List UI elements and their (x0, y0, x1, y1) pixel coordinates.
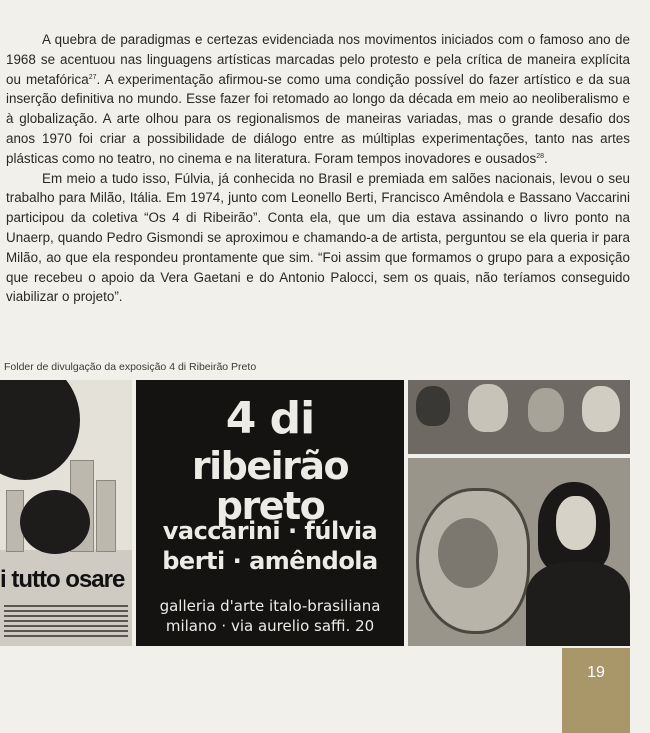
portrait-face (468, 384, 508, 432)
artists-portrait-strip (408, 380, 630, 454)
newspaper-text-columns (4, 602, 128, 642)
body-text (6, 30, 630, 307)
footnote-27: 27 (88, 73, 97, 81)
newspaper-clipping-photo (0, 380, 132, 646)
figure-caption: Folder de divulgação da exposição 4 di Ribeirão Preto (4, 361, 257, 373)
exhibition-folder-image (0, 378, 630, 648)
artist-with-sculpture-photo (408, 458, 630, 646)
exhibition-poster (136, 380, 404, 646)
page-number-tab (562, 648, 630, 733)
portrait-face (416, 386, 450, 426)
poster-artists-line-1: vaccarini · fúlvia (162, 517, 378, 545)
paragraph-2: Em meio a tudo isso, Fúlvia, já conhecida no Brasil e premiada em salões nacionais, levou o seu trabalho para Milão, Itália. Em 1974, junto com Leonello Berti, Francisco Amêndola e Bassano Vaccarini participou da coletiva “Os 4 di Ribeirão”. Conta ela, que um dia estava assinando o livro ponto na Unaerp, quando Pedro Gismondi se aproximou e chamando-a de artista, perguntou se ela queria ir para Milão, ao que ela respondeu prontamente que sim. “Foi assim que formamos o grupo para a exposição que recebeu o apoio da Vera Gaetani e do Antonio Palocci, sem os quais, não teríamos conseguido viabilizar o projeto”. (6, 170, 630, 305)
paragraph-1 (6, 30, 630, 169)
building-shape (96, 480, 116, 552)
newspaper-headline: i tutto osare (0, 566, 125, 593)
poster-gallery-name: galleria d'arte italo-brasiliana (159, 597, 381, 615)
poster-title-number: 4 di (225, 393, 315, 444)
poster-gallery-address: milano · via aurelio saffi. 20 (165, 617, 375, 635)
portrait-face (528, 388, 564, 432)
foliage-shape (20, 490, 90, 554)
sculpture-detail (438, 518, 498, 588)
paragraph-1-text-b: . A experimentação afirmou-se como uma condição possível do fazer artístico e da sua inserção definitiva no mundo. Esse fazer foi retomado ao longo da década em meio ao neoliberalismo e à globalização. A arte olhou para os regionalismos de maneiras variadas, mas o grande desafio dos anos 1970 foi criar a possibilidade de diálogo entre as múltiplas experimentações, tanto nas artes plásticas como no teatro, no cinema e na literatura. Foram tempos inovadores e ousados (6, 71, 630, 166)
poster-title-city: ribeirão preto (191, 444, 349, 528)
paragraph-1-text-c: . (544, 150, 548, 166)
paragraph-1-text-a: A quebra de paradigmas e certezas evidenciada nos movimentos iniciados com o famoso ano de 1968 se acentuou nas linguagens artísticas marcadas pelo protesto e pela crítica de maneira explícita ou metafórica (6, 32, 630, 87)
artist-body (526, 562, 630, 646)
portrait-face (582, 386, 620, 432)
poster-artists-line-2: berti · amêndola (162, 547, 378, 575)
footnote-28: 28 (536, 152, 545, 160)
page-number: 19 (587, 664, 605, 681)
artist-face (556, 496, 596, 550)
